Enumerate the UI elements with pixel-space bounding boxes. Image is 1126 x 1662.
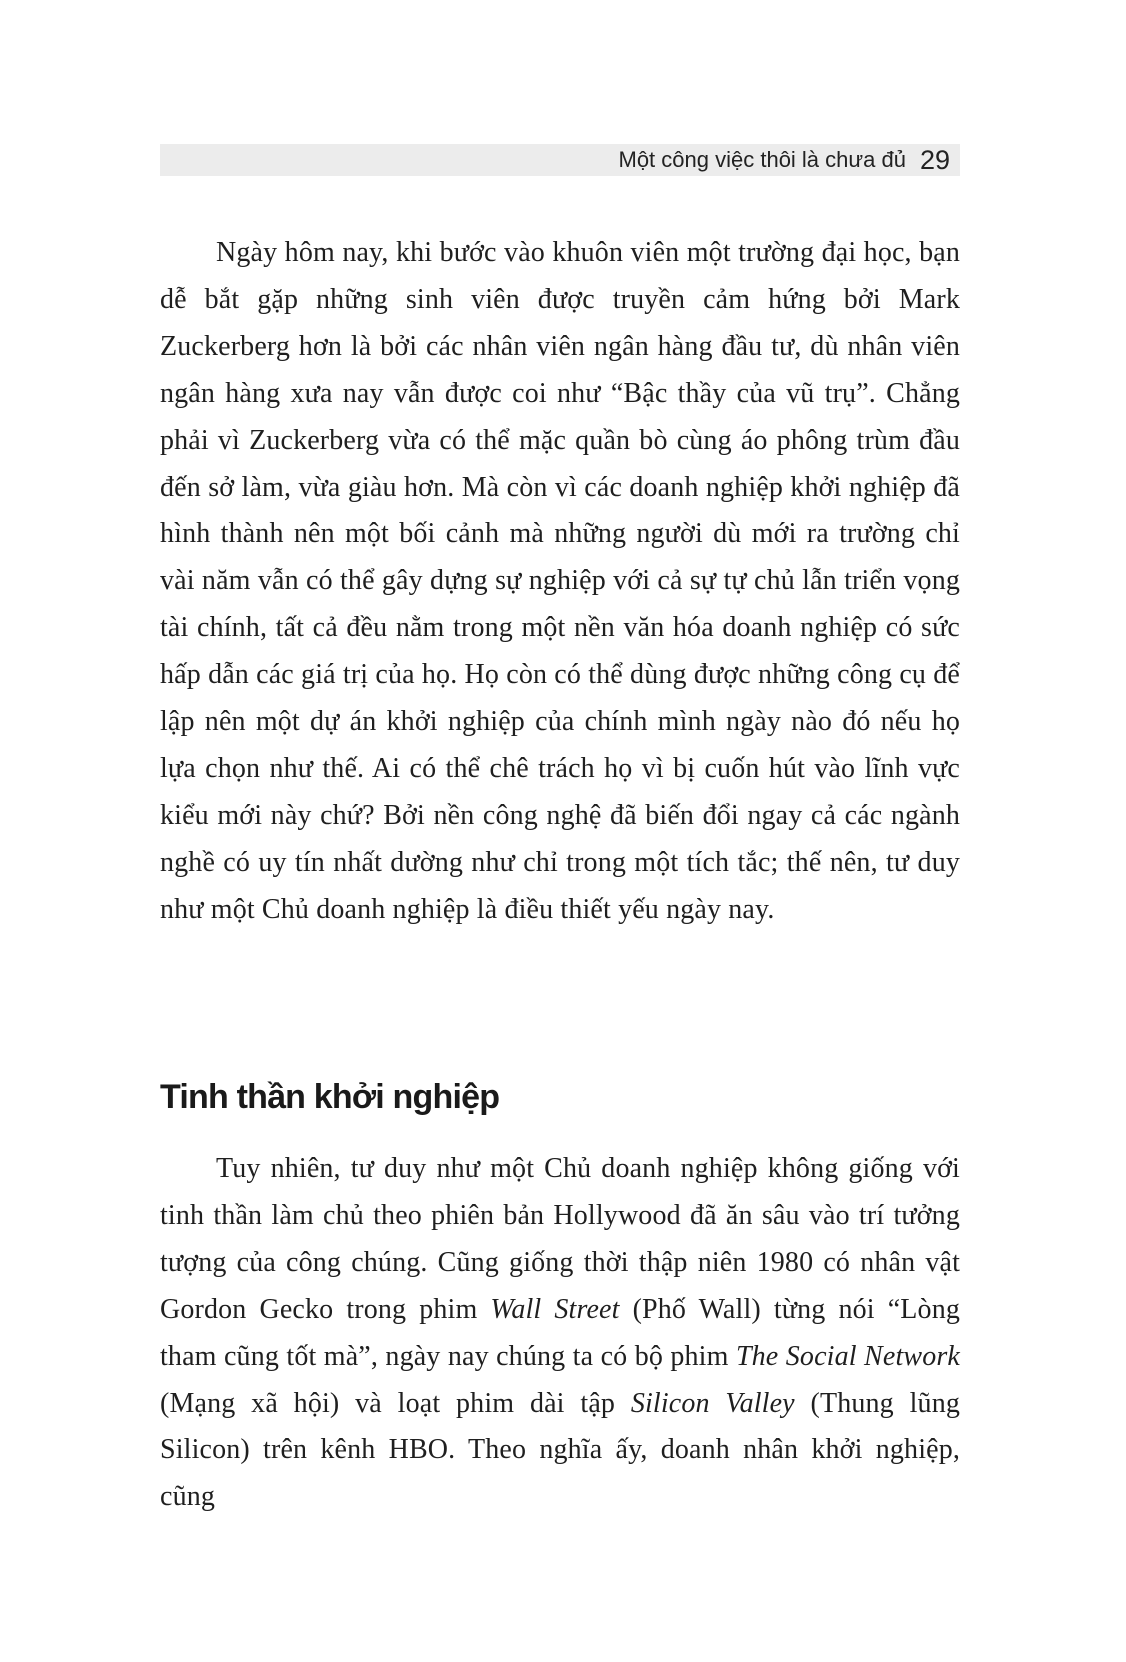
running-head (160, 144, 960, 176)
body-paragraph-1: Ngày hôm nay, khi bước vào khuôn viên một trường đại học, bạn dễ bắt gặp những sinh viên được truyền cảm hứng bởi Mark Zuckerberg hơn là bởi các nhân viên ngân hàng đầu tư, dù nhân viên ngân hàng xưa nay vẫn được coi như “Bậc thầy của vũ trụ”. Chẳng phải vì Zuckerberg vừa có thể mặc quần bò cùng áo phông trùm đầu đến sở làm, vừa giàu hơn. Mà còn vì các doanh nghiệp khởi nghiệp đã hình thành nên một bối cảnh mà những người dù mới ra trường chỉ vài năm vẫn có thể gây dựng sự nghiệp với cả sự tự chủ lẫn triển vọng tài chính, tất cả đều nằm trong một nền văn hóa doanh nghiệp có sức hấp dẫn các giá trị của họ. Họ còn có thể dùng được những công cụ để lập nên một dự án khởi nghiệp của chính mình ngày nào đó nếu họ lựa chọn như thế. Ai có thể chê trách họ vì bị cuốn hút vào lĩnh vực kiểu mới này chứ? Bởi nền công nghệ đã biến đổi ngay cả các ngành nghề có uy tín nhất dường như chỉ trong một tích tắc; thế nên, tư duy như một Chủ doanh nghiệp là điều thiết yếu ngày nay. (160, 237, 960, 925)
running-head-chapter-title: Một công việc thôi là chưa đủ (618, 147, 906, 172)
section-heading: Tinh thần khởi nghiệp (160, 1078, 500, 1116)
paragraph-2-text-1: Tuy nhiên, tư duy như một Chủ doanh nghiệp không giống với tinh thần làm chủ theo phiên bản Hollywood đã ăn sâu vào trí tưởng tượng của công chúng. Cũng giống thời thập niên 1980 có nhân vật Gordon Gecko trong phim (160, 1153, 960, 1325)
paragraph-2-text-4: (Thung lũng Silicon) trên kênh HBO. Theo nghĩa ấy, doanh nhân khởi nghiệp, cũng (160, 1387, 960, 1513)
paragraph-2-text-2: (Phố Wall) từng nói “Lòng tham cũng tốt mà”, ngày nay chúng ta có bộ phim (160, 1293, 961, 1372)
page-number: 29 (919, 144, 950, 175)
paragraph-2-text-3: (Mạng xã hội) và loạt phim dài tập (160, 1387, 631, 1419)
film-title-wall-street: Wall Street (490, 1293, 620, 1325)
film-title-silicon-valley: Silicon Valley (630, 1387, 795, 1419)
body-paragraph-2 (160, 1146, 960, 1521)
film-title-social-network: The Social Network (735, 1340, 960, 1372)
